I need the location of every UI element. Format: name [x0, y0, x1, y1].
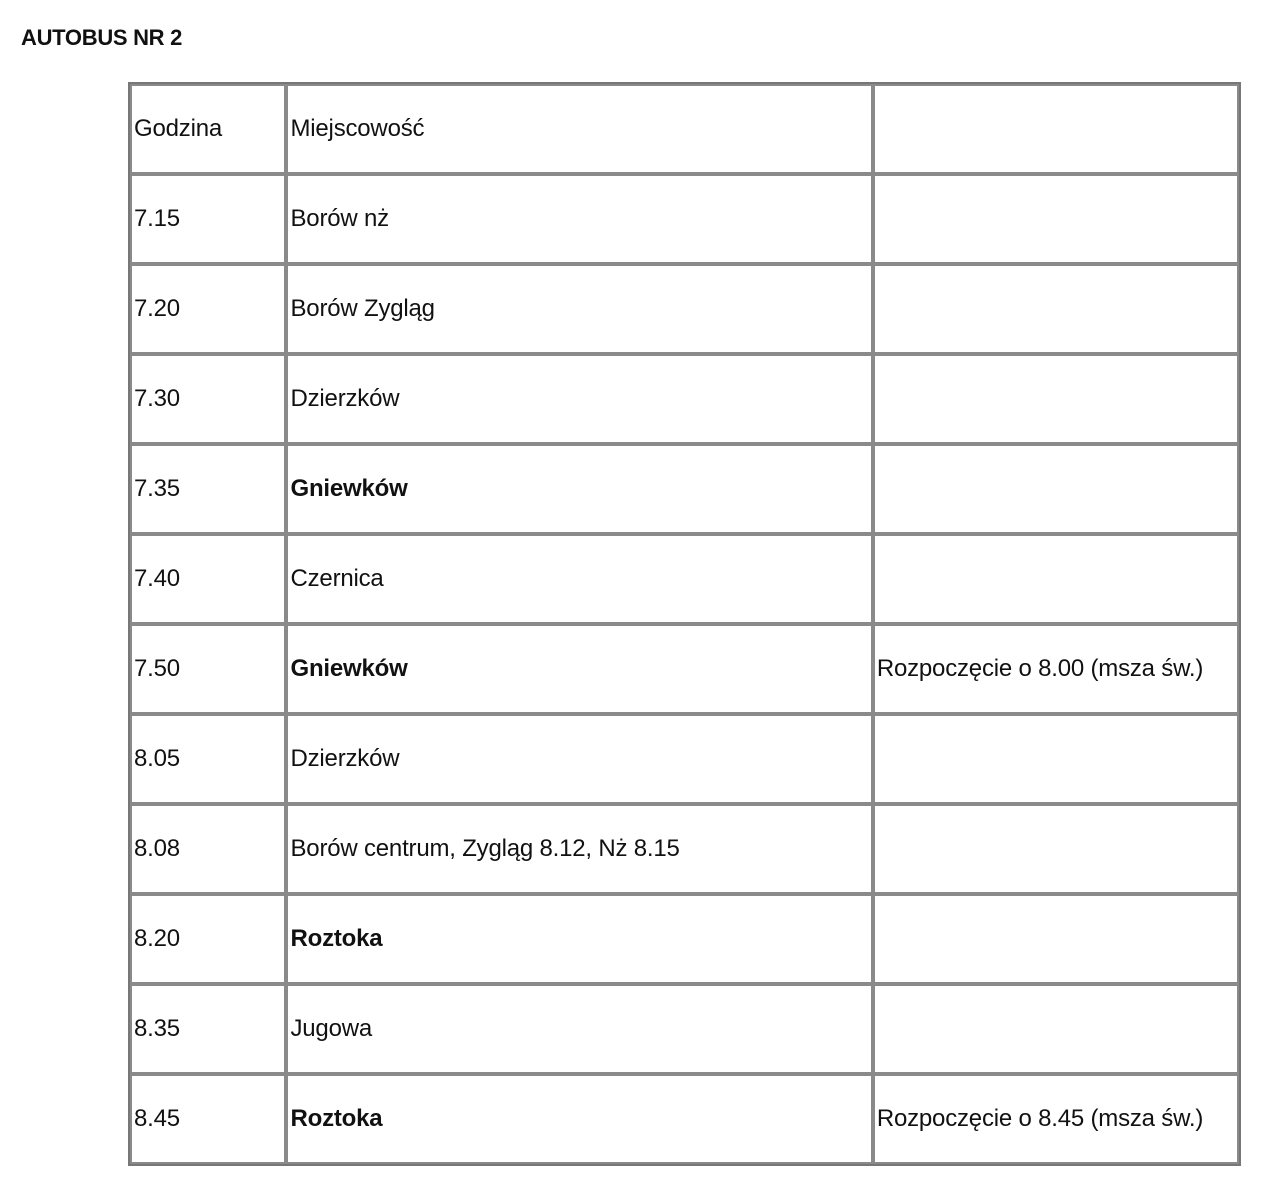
- time-cell: 8.08: [130, 804, 286, 894]
- place-cell: Jugowa: [286, 984, 872, 1074]
- place-cell: Gniewków: [286, 624, 872, 714]
- time-cell: 8.20: [130, 894, 286, 984]
- table-row: [130, 804, 1239, 894]
- table-row: [130, 264, 1239, 354]
- table-row: [130, 174, 1239, 264]
- place-cell: Roztoka: [286, 894, 872, 984]
- note-cell: [873, 444, 1239, 534]
- header-time: Godzina: [130, 84, 286, 174]
- place-cell: Roztoka: [286, 1074, 872, 1164]
- page-title: AUTOBUS NR 2: [21, 25, 183, 50]
- table-row: [130, 534, 1239, 624]
- header-note: [873, 84, 1239, 174]
- note-cell: [873, 894, 1239, 984]
- table-row: [130, 354, 1239, 444]
- time-cell: 7.20: [130, 264, 286, 354]
- time-cell: 8.45: [130, 1074, 286, 1164]
- table-row: [130, 1074, 1239, 1164]
- time-cell: 8.05: [130, 714, 286, 804]
- time-cell: 7.40: [130, 534, 286, 624]
- note-cell: [873, 534, 1239, 624]
- place-cell: Dzierzków: [286, 354, 872, 444]
- place-cell: Dzierzków: [286, 714, 872, 804]
- note-cell: Rozpoczęcie o 8.00 (msza św.): [873, 624, 1239, 714]
- table-row: [130, 624, 1239, 714]
- table-row: [130, 984, 1239, 1074]
- table-row: [130, 894, 1239, 984]
- header-place: Miejscowość: [286, 84, 872, 174]
- place-cell: Gniewków: [286, 444, 872, 534]
- time-cell: 7.50: [130, 624, 286, 714]
- table-row: [130, 444, 1239, 534]
- table-header-row: [130, 84, 1239, 174]
- place-cell: Borów nż: [286, 174, 872, 264]
- place-cell: Czernica: [286, 534, 872, 624]
- note-cell: [873, 354, 1239, 444]
- place-cell: Borów centrum, Zygląg 8.12, Nż 8.15: [286, 804, 872, 894]
- note-cell: [873, 714, 1239, 804]
- time-cell: 7.35: [130, 444, 286, 534]
- time-cell: 7.15: [130, 174, 286, 264]
- note-cell: [873, 804, 1239, 894]
- note-cell: [873, 174, 1239, 264]
- note-cell: Rozpoczęcie o 8.45 (msza św.): [873, 1074, 1239, 1164]
- time-cell: 8.35: [130, 984, 286, 1074]
- table-row: [130, 714, 1239, 804]
- note-cell: [873, 984, 1239, 1074]
- note-cell: [873, 264, 1239, 354]
- bus-schedule-table: [128, 82, 1241, 1166]
- time-cell: 7.30: [130, 354, 286, 444]
- place-cell: Borów Zygląg: [286, 264, 872, 354]
